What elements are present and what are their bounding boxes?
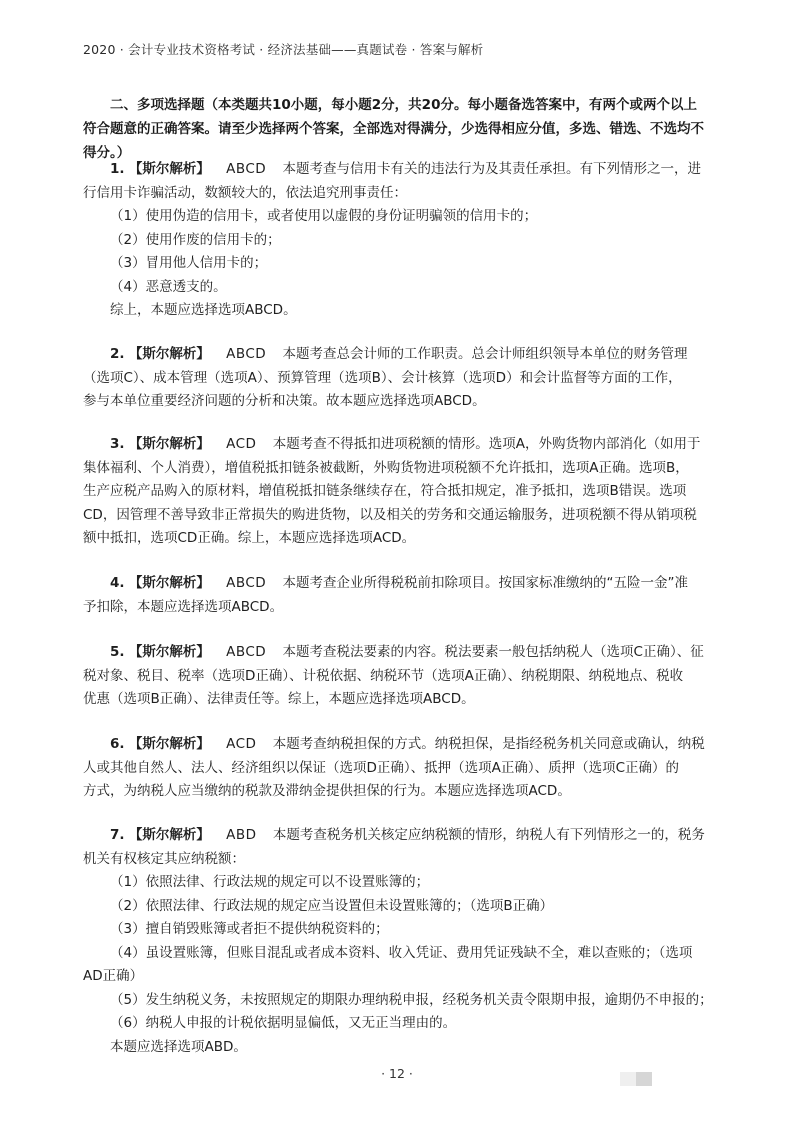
explanation-line: （4）恶意透支的。: [110, 278, 227, 295]
explanation-line: 集体福利、个人消费），增值税抵扣链条被截断，外购货物进项税额不允许抵扣，选项A正确。选项B，: [83, 459, 689, 476]
question-number: 2.: [110, 346, 125, 362]
explanation-line: （6）纳税人申报的计税依据明显偏低，又无正当理由的。: [110, 1015, 457, 1031]
explanation-text: 本题考查与信用卡有关的违法行为及其责任承担。有下列情形之一，进: [282, 161, 702, 177]
section-intro: [83, 93, 713, 165]
answer-key: ABD: [226, 827, 257, 843]
explanation-line: 行信用卡诈骗活动，数额较大的，依法追究刑事责任：: [83, 184, 407, 201]
analysis-tag: 【斯尔解析】: [128, 436, 210, 452]
analysis-tag: 【斯尔解析】: [128, 575, 210, 591]
answer-key: ABCD: [226, 575, 267, 591]
explanation-line: 本题应选择选项ABD。: [110, 1038, 247, 1055]
explanation-text: 本题考查企业所得税税前扣除项目。按国家标准缴纳的“五险一金”准: [282, 575, 689, 591]
explanation-line: 予扣除，本题应选择选项ABCD。: [83, 598, 284, 615]
explanation-line: AD正确）: [83, 968, 144, 984]
explanation-line: 额中抵扣，选项CD正确。综上，本题应选择选项ACD。: [83, 530, 416, 546]
page-number: · 12 ·: [381, 1066, 413, 1081]
explanation-text: 本题考查税法要素的内容。税法要素一般包括纳税人（选项C正确）、征: [282, 644, 704, 660]
explanation-line: （1）依照法律、行政法规的规定可以不设置账簿的；: [110, 874, 430, 890]
answer-block-6: [83, 733, 713, 804]
analysis-tag: 【斯尔解析】: [128, 346, 210, 362]
question-number: 5.: [110, 644, 125, 660]
explanation-line: 优惠（选项B正确）、法律责任等。综上，本题应选择选项ABCD。: [83, 691, 475, 707]
question-number: 1.: [110, 161, 125, 177]
answer-block-3: [83, 433, 713, 551]
explanation-line: （2）使用作废的信用卡的；: [110, 231, 281, 248]
answer-block-1: [83, 158, 713, 323]
question-number: 6.: [110, 736, 125, 752]
answer-key: ACD: [226, 736, 257, 752]
explanation-line: 人或其他自然人、法人、经济组织以保证（选项D正确）、抵押（选项A正确）、质押（选项C正确）的: [83, 759, 680, 776]
explanation-line: 机关有权核定其应纳税额：: [83, 850, 245, 867]
intro-line: 得分。）: [83, 145, 131, 161]
explanation-line: （1）使用伪造的信用卡，或者使用以虚假的身份证明骗领的信用卡的；: [110, 208, 538, 224]
explanation-line: （选项C）、成本管理（选项A）、预算管理（选项B）、会计核算（选项D）和会计监督等方面的工作，: [83, 369, 682, 386]
explanation-text: 本题考查总会计师的工作职责。总会计师组织领导本单位的财务管理: [282, 346, 688, 362]
explanation-line: （5）发生纳税义务，未按照规定的期限办理纳税申报，经税务机关责令限期申报，逾期仍不申报的；: [110, 991, 713, 1008]
question-number: 7.: [110, 827, 125, 843]
corner-decoration: [620, 1072, 652, 1091]
explanation-line: （3）冒用他人信用卡的；: [110, 255, 268, 271]
answer-key: ACD: [226, 436, 257, 452]
answer-key: ABCD: [226, 346, 267, 362]
analysis-tag: 【斯尔解析】: [128, 161, 210, 177]
explanation-line: CD，因管理不善导致非正常损失的购进货物，以及相关的劳务和交通运输服务，进项税额不得从销项税: [83, 506, 697, 523]
answer-key: ABCD: [226, 644, 267, 660]
explanation-text: 本题考查不得抵扣进项税额的情形。选项A，外购货物内部消化（如用于: [272, 436, 701, 452]
explanation-line: （4）虽设置账簿，但账目混乱或者成本资料、收入凭证、费用凭证残缺不全，难以查账的；（选项: [110, 944, 693, 961]
analysis-tag: 【斯尔解析】: [128, 827, 210, 843]
answer-key: ABCD: [226, 161, 267, 177]
explanation-line: （3）擅自销毁账簿或者拒不提供纳税资料的；: [110, 921, 389, 937]
explanation-line: 生产应税产品购入的原材料，增值税抵扣链条继续存在，符合抵扣规定，准予抵扣，选项B错误。选项: [83, 483, 687, 499]
analysis-tag: 【斯尔解析】: [128, 644, 210, 660]
explanation-text: 本题考查纳税担保的方式。纳税担保，是指经税务机关同意或确认，纳税: [272, 736, 705, 752]
answer-block-4: [83, 572, 713, 619]
question-number: 3.: [110, 436, 125, 452]
intro-line: 二、多项选择题（本类题共10小题，每小题2分，共20分。每小题备选答案中，有两个或两个以上: [110, 97, 697, 113]
explanation-line: 税对象、税目、税率（选项D正确）、计税依据、纳税环节（选项A正确）、纳税期限、纳税地点、税收: [83, 667, 684, 684]
intro-line: 符合题意的正确答案。请至少选择两个答案，全部选对得满分，少选得相应分值，多选、错选、不选均不: [83, 121, 704, 137]
answer-block-5: [83, 641, 713, 712]
explanation-line: 方式，为纳税人应当缴纳的税款及滞纳金提供担保的行为。本题应选择选项ACD。: [83, 783, 571, 799]
running-header: 2020 · 会计专业技术资格考试 · 经济法基础——真题试卷 · 答案与解析: [83, 42, 484, 57]
question-number: 4.: [110, 575, 125, 591]
explanation-line: 参与本单位重要经济问题的分析和决策。故本题应选择选项ABCD。: [83, 393, 486, 409]
answer-block-7: [83, 824, 713, 1059]
explanation-line: 综上，本题应选择选项ABCD。: [110, 302, 297, 318]
analysis-tag: 【斯尔解析】: [128, 736, 210, 752]
answer-block-2: [83, 343, 713, 414]
explanation-text: 本题考查税务机关核定应纳税额的情形，纳税人有下列情形之一的，税务: [272, 827, 705, 843]
explanation-line: （2）依照法律、行政法规的规定应当设置但未设置账簿的；（选项B正确）: [110, 897, 554, 914]
